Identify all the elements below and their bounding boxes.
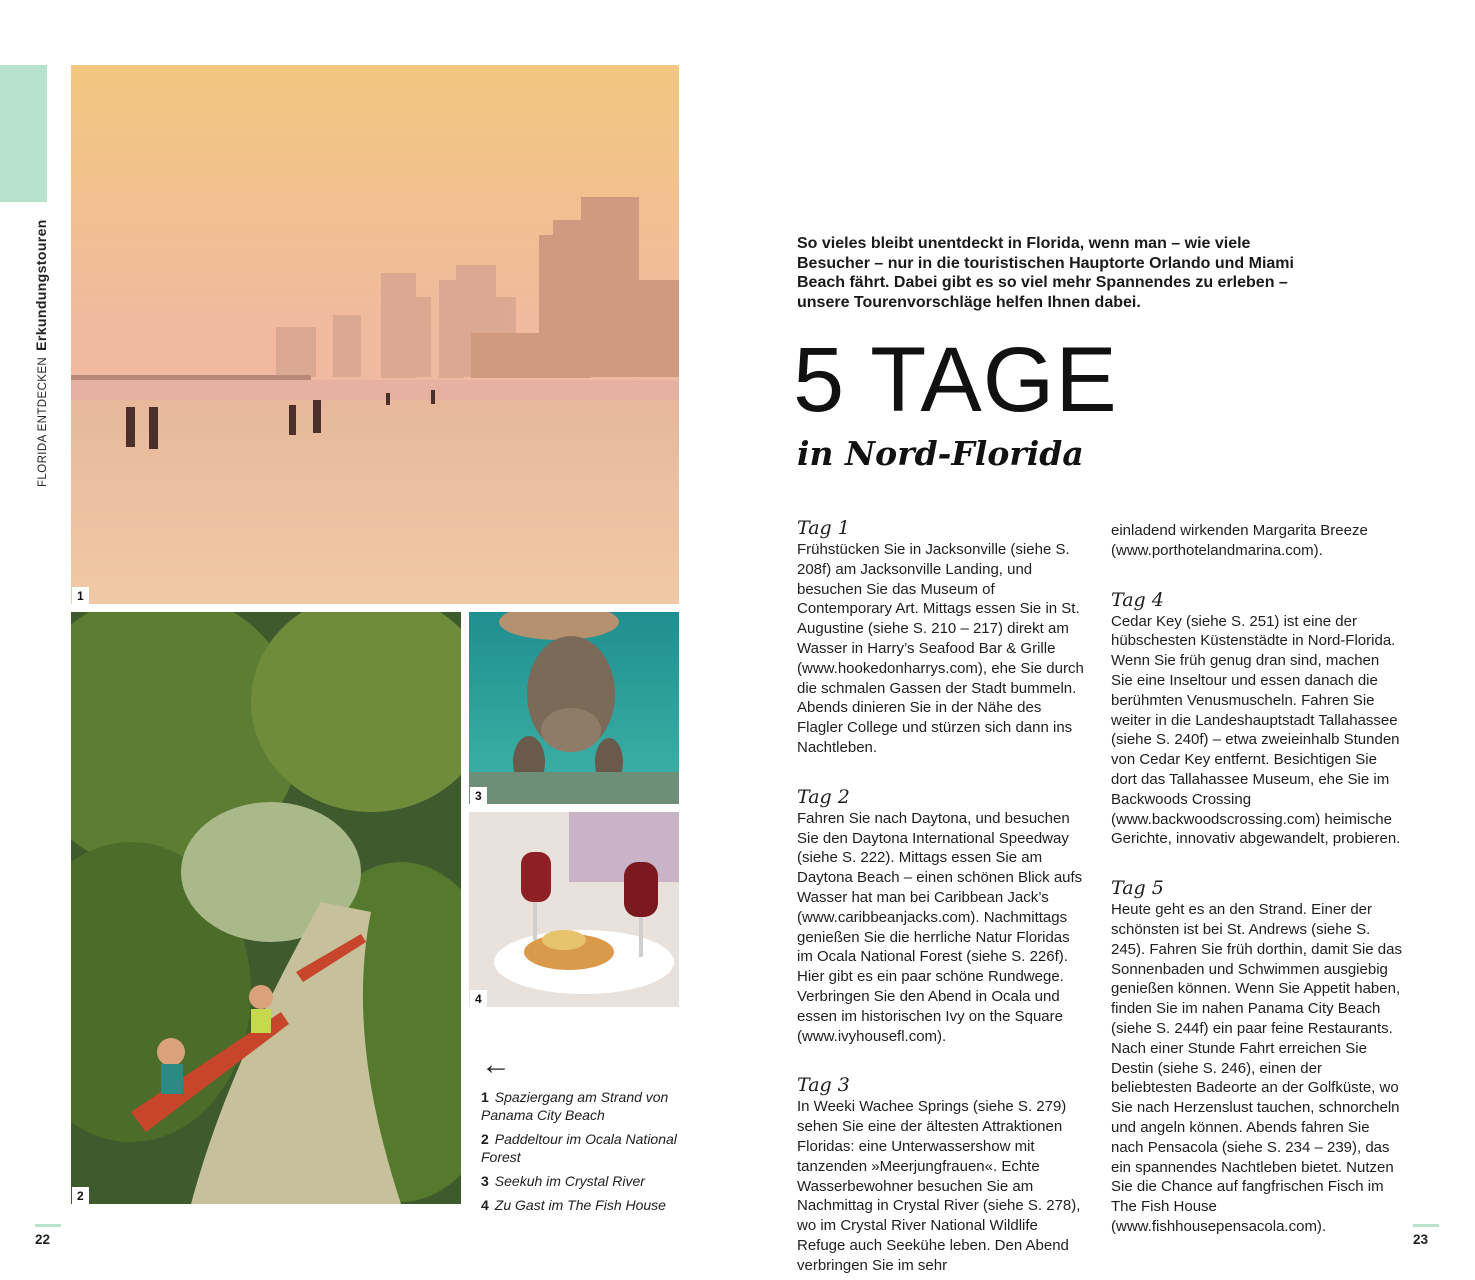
photo-number-3: 3 <box>470 787 487 804</box>
caption-2: 2 Paddeltour im Ocala National Forest <box>481 1131 677 1165</box>
day-2-heading: Tag 2 <box>797 785 850 808</box>
photo-number-1: 1 <box>72 587 89 604</box>
caption-4: 4 Zu Gast im The Fish House <box>481 1197 666 1213</box>
page-number-right: 23 <box>1413 1224 1439 1247</box>
text-column-left <box>797 516 1089 1276</box>
day-3-text-continued: einladend wirkenden Margarita Breeze (www.porthotelandmarina.com). <box>1111 522 1368 559</box>
chapter-color-tab <box>0 65 47 202</box>
page-number-left: 22 <box>35 1224 61 1247</box>
running-header <box>33 219 49 487</box>
caption-3: 3 Seekuh im Crystal River <box>481 1173 645 1189</box>
intro-paragraph: So vieles bleibt unentdeckt in Florida, wenn man – wie viele Besucher – nur in die touristischen Hauptorte Orlando und Miami Beach fährt. Dabei gibt es so viel mehr Spannendes zu erleben – unsere Tourenvorschläge helfen Ihnen dabei. <box>797 235 1294 311</box>
page-title: 5 TAGE <box>793 329 1118 431</box>
text-column-right <box>1111 521 1403 1237</box>
day-5-text: Heute geht es an den Strand. Einer der schönsten ist bei St. Andrews (siehe S. 245). Fahren Sie früh dorthin, damit Sie das Sonnenbaden und Schwimmen ausgiebig genießen können. Wenn Sie Appetit haben, finden Sie im nahen Panama City Beach (siehe S. 244f) ein paar feine Restaurants. Nach einer Stunde Fahrt erreichen Sie Destin (siehe S. 246), einen der beliebtesten Badeorte an der Golfküste, wo Sie nach Herzenslust tauchen, schnorcheln und angeln können. Abends fahren Sie nach Pensacola (siehe S. 234 – 239), das ein spannendes Nachtleben bietet. Nutzen Sie die Chance auf fangfrischen Fisch im The Fish House (www.fishhousepensacola.com). <box>1111 901 1402 1235</box>
photo-number-2: 2 <box>72 1187 89 1204</box>
arrow-left-icon: ← <box>481 1048 511 1081</box>
day-3-heading: Tag 3 <box>797 1074 850 1097</box>
chapter-label: Erkundungstouren <box>33 219 49 351</box>
caption-1: 1 Spaziergang am Strand von Panama City Beach <box>481 1089 669 1123</box>
day-3-text: In Weeki Wachee Springs (siehe S. 279) sehen Sie eine der ältesten Attraktionen Floridas: eine Unterwassershow mit tanzenden »Meerjungfrauen«. Echte Wasserbewohner besuchen Sie am Nachmittag in Crystal River (siehe S. 278), wo im Crystal River National Wildlife Refuge auch Seekühe leben. Den Abend verbringen Sie im sehr <box>797 1098 1081 1274</box>
day-4-heading: Tag 4 <box>1111 588 1164 611</box>
day-2-text: Fahren Sie nach Daytona, und besuchen Sie den Daytona International Speedway (siehe S. 222). Mittags essen Sie am Daytona Beach – einen schönen Blick aufs Wasser hat man bei Caribbean Jack’s (www.caribbeanjacks.com). Nachmittags genießen Sie die herrliche Natur Floridas im Ocala National Forest (siehe S. 226f). Hier gibt es ein paar schöne Rundwege. Verbringen Sie den Abend in Ocala und essen im historischen Ivy on the Square (www.ivyhousefl.com). <box>797 809 1083 1045</box>
day-1-heading: Tag 1 <box>797 517 850 539</box>
photo-captions <box>481 1050 681 1220</box>
dinner-plate-photo <box>469 812 679 1007</box>
canoe-river-photo <box>71 612 461 1204</box>
page-subtitle: in Nord-Florida <box>797 434 1084 473</box>
day-1-text: Frühstücken Sie in Jacksonville (siehe S. 208f) am Jacksonville Landing, und besuchen Sie das Museum of Contemporary Art. Mittags essen Sie in St. Augustine (siehe S. 210 – 217) direkt am Wasser in Harry’s Seafood Bar & Grille (www.hookedonharrys.com), ehe Sie durch die schmalen Gassen der Stadt bummeln. Abends dinieren Sie in der Nähe des Flagler College und stürzen sich dann ins Nachtleben. <box>797 541 1084 756</box>
day-4-text: Cedar Key (siehe S. 251) ist eine der hübschesten Küstenstädte in Nord-Florida. Wenn Sie früh genug dran sind, machen Sie eine Inseltour und essen danach die berühmten Venusmuscheln. Fahren Sie weiter in die Landeshauptstadt Tallahassee (siehe S. 240f) – etwa zweieinhalb Stunden von Cedar Key entfernt. Besichtigen Sie dort das Tallahassee Museum, ehe Sie im Backwoods Crossing (www.backwoodscrossing.com) heimische Gerichte, innovativ abgewandelt, probieren. <box>1111 612 1401 848</box>
manatee-photo <box>469 612 679 804</box>
section-label: FLORIDA ENTDECKEN <box>37 356 49 487</box>
day-5-heading: Tag 5 <box>1111 877 1164 900</box>
beach-skyline-photo <box>71 65 679 604</box>
photo-number-4: 4 <box>470 990 487 1007</box>
